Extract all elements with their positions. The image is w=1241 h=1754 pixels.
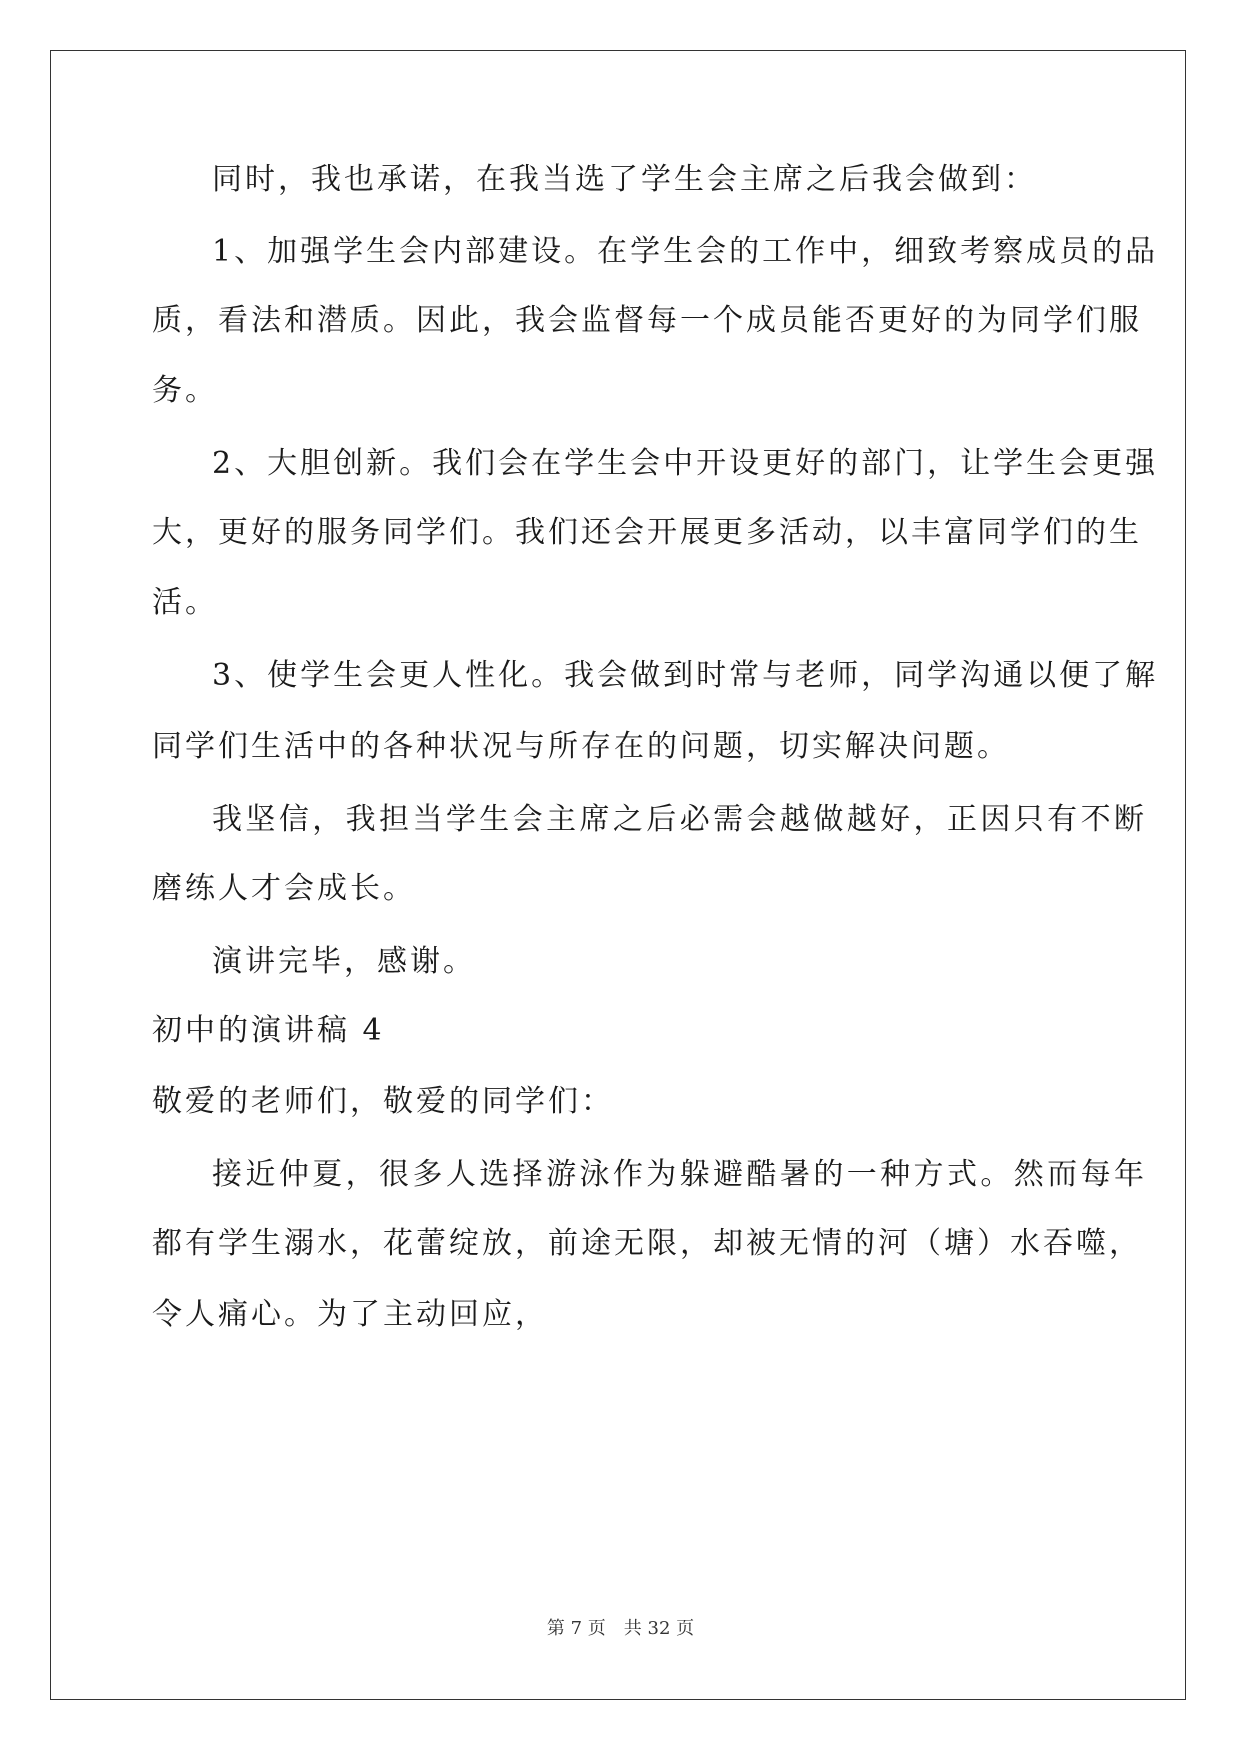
paragraph-line: 2、大胆创新。我们会在学生会中开设更好的部门，让学生会更强 <box>212 446 1159 481</box>
page-total: 共 32 页 <box>623 1618 695 1639</box>
paragraph-line: 令人痛心。为了主动回应， <box>152 1297 548 1332</box>
paragraph-line: 同时，我也承诺，在我当选了学生会主席之后我会做到： <box>212 162 1037 197</box>
page-footer <box>0 1617 1241 1641</box>
paragraph-line: 质，看法和潜质。因此，我会监督每一个成员能否更好的为同学们服 <box>152 303 1142 338</box>
paragraph-line: 接近仲夏，很多人选择游泳作为躲避酷暑的一种方式。然而每年 <box>212 1157 1147 1192</box>
paragraph-line: 活。 <box>152 585 218 620</box>
paragraph-line: 3、使学生会更人性化。我会做到时常与老师，同学沟通以便了解 <box>212 658 1159 693</box>
paragraph-line: 务。 <box>152 373 218 408</box>
paragraph-line: 磨练人才会成长。 <box>152 871 416 906</box>
paragraph-line: 同学们生活中的各种状况与所存在的问题，切实解决问题。 <box>152 729 1010 764</box>
paragraph-line: 我坚信，我担当学生会主席之后必需会越做越好，正因只有不断 <box>212 802 1147 837</box>
paragraph-line: 大，更好的服务同学们。我们还会开展更多活动，以丰富同学们的生 <box>152 515 1142 550</box>
salutation: 敬爱的老师们，敬爱的同学们： <box>152 1084 614 1119</box>
paragraph-line: 1、加强学生会内部建设。在学生会的工作中，细致考察成员的品 <box>212 234 1159 269</box>
paragraph-line: 都有学生溺水，花蕾绽放，前途无限，却被无情的河（塘）水吞噬， <box>152 1226 1142 1261</box>
page-number: 第 7 页 <box>546 1618 606 1639</box>
section-heading: 初中的演讲稿 4 <box>152 1013 385 1048</box>
paragraph-line: 演讲完毕，感谢。 <box>212 944 476 979</box>
